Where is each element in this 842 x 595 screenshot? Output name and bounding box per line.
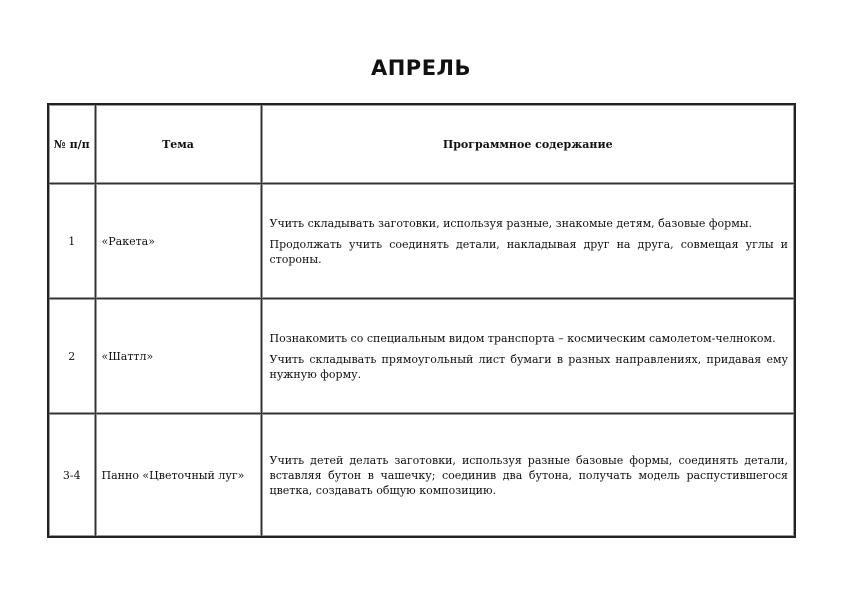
table-row <box>48 184 795 299</box>
header-num: № п/п <box>48 104 95 184</box>
plan-table <box>47 103 796 538</box>
row-num: 2 <box>48 299 95 414</box>
content-paragraph: Познакомить со специальным видом транспорта – космическим самолетом-челноком. <box>269 331 776 345</box>
content-paragraph: Учить складывать заготовки, используя разные, знакомые детям, базовые формы. <box>269 216 753 230</box>
header-content: Программное содержание <box>261 104 795 184</box>
content-paragraph: Учить складывать прямоугольный лист бумаги в разных направлениях, придавая ему нужную форму. <box>269 352 788 381</box>
header-theme: Тема <box>95 104 261 184</box>
table-row <box>48 414 795 538</box>
row-num: 3-4 <box>48 414 95 538</box>
content-paragraph: Учить детей делать заготовки, используя разные базовые формы, соединять детали, вставляя бутон в чашечку; соединив два бутона, получать модель распустившегося цветка, создавать общую композицию. <box>269 453 788 497</box>
page-title: АПРЕЛЬ <box>370 56 471 80</box>
row-num: 1 <box>48 184 95 299</box>
row-content <box>261 414 795 538</box>
row-content <box>261 184 795 299</box>
row-content <box>261 299 795 414</box>
row-theme: «Шаттл» <box>95 299 261 414</box>
content-paragraph: Продолжать учить соединять детали, накладывая друг на друга, совмещая углы и стороны. <box>269 237 788 266</box>
row-theme: Панно «Цветочный луг» <box>95 414 261 538</box>
table-row <box>48 299 795 414</box>
table-header-row <box>48 104 795 184</box>
row-theme: «Ракета» <box>95 184 261 299</box>
